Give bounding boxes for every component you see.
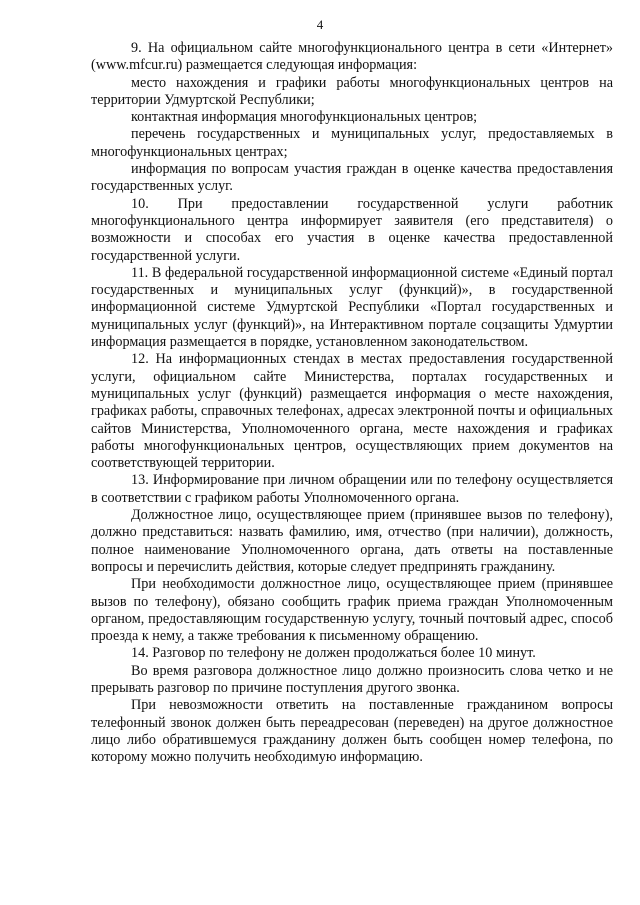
paragraph-call-conduct: Во время разговора должностное лицо должно произносить слова четко и не прерывать разговор по причине поступления другого звонка. <box>91 662 613 696</box>
paragraph-14: 14. Разговор по телефону не должен продолжаться более 10 минут. <box>131 645 536 662</box>
list-item-quality-assessment: информация по вопросам участия граждан в оценке качества предоставления государственных услуг. <box>91 161 613 195</box>
list-item-services-list: перечень государственных и муниципальных услуг, предоставляемых в многофункциональных центрах; <box>91 126 613 160</box>
paragraph-official-introduction: Должностное лицо, осуществляющее прием (принявшее вызов по телефону), должно представиться: назвать фамилию, имя, отчество (при наличии), должность, полное наименование Уполномоченного органа, дать ответы на поставленные вопросы и перечислить действия, которые следует предпринять гражданину. <box>91 507 613 575</box>
paragraph-10: 10. При предоставлении государственной услуги работник многофункционального центра информирует заявителя (его представителя) о возможности и способах его участия в оценке качества предоставленной государственной услуги. <box>91 195 613 264</box>
paragraph-13: 13. Информирование при личном обращении или по телефону осуществляется в соответствии с графиком работы Уполномоченного органа. <box>91 472 613 506</box>
paragraph-12: 12. На информационных стендах в местах предоставления государственной услуги, официальном сайте Министерства, порталах государственных и муниципальных услуг (функций) размещается информация о месте нахождения, графиках работы, справочных телефонах, адресах электронной почты и официальных сайтов Министерства, Уполномоченного органа, месте нахождения и графиках работы многофункциональных центров, осуществляющих прием документов на соответствующей территории. <box>91 351 613 472</box>
paragraph-schedule-info: При необходимости должностное лицо, осуществляющее прием (принявшее вызов по телефону), обязано сообщить график приема граждан Уполномоченным органом, предоставляющим государственную услугу, точный почтовый адрес, способ проезда к нему, а также требования к письменному обращению. <box>91 576 613 645</box>
list-item-locations-schedules: место нахождения и графики работы многофункциональных центров на территории Удмуртской Республики; <box>91 74 613 108</box>
paragraph-9-website-info: 9. На официальном сайте многофункционального центра в сети «Интернет» (www.mfcur.ru) размещается следующая информация: <box>91 40 613 74</box>
list-item-contact-info: контактная информация многофункциональных центров; <box>131 109 478 126</box>
paragraph-11: 11. В федеральной государственной информационной системе «Единый портал государственных и муниципальных услуг (функций)», в государственной информационной системе Удмуртской Республики «Портал государственных и муниципальных услуг (функций)», на Интерактивном портале соцзащиты Удмуртии информация размещается в порядке, установленном законодательством. <box>91 264 613 351</box>
page-number: 4 <box>316 17 324 32</box>
paragraph-call-redirect: При невозможности ответить на поставленные гражданином вопросы телефонный звонок должен быть переадресован (переведен) на другое должностное лицо либо обратившемуся гражданину должен быть сообщен номер телефона, по которому можно получить необходимую информацию. <box>91 697 613 766</box>
document-body <box>91 40 613 766</box>
